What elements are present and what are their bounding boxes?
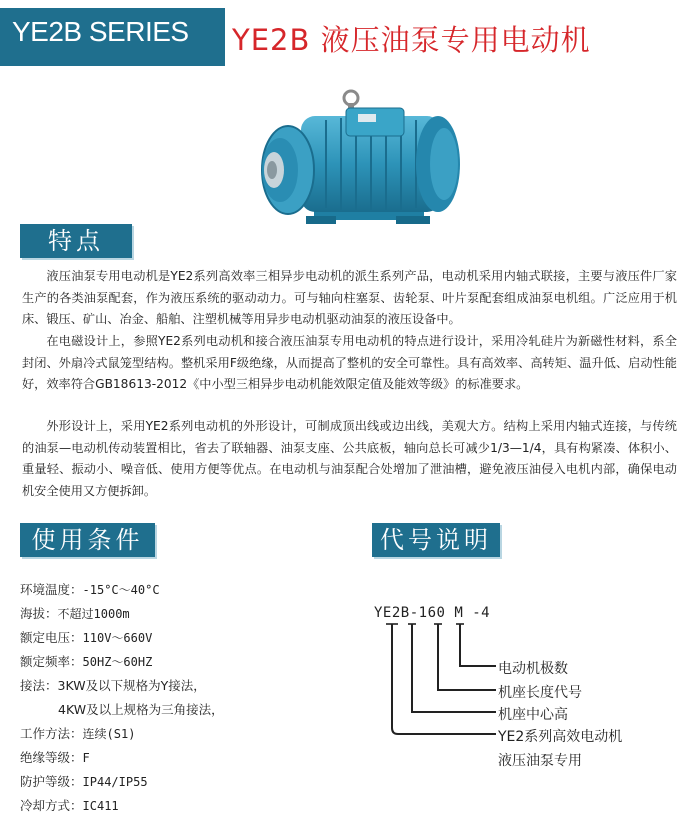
features-paragraph-3: 外形设计上，采用YE2系列电动机的外形设计，可制成顶出线或边出线，美观大方。结构上采用内轴式连接，与传统的油泵—电动机传动装置相比，省去了联轴器、油泵支座、公共底板，轴向总长可减少1/3—1/4，具有构紧凑、体积小、重量轻、振动小、噪音低、使用方便等优点。在电动机与油泵配合处增加了泄油槽，避免液压油侵入电机内部，确保电动机安全使用又方便拆卸。 (22, 419, 677, 498)
usage-value: IP44/IP55 (82, 775, 148, 789)
usage-heading: 使用条件 (20, 523, 155, 557)
usage-value: 4KW及以上规格为三角接法， (58, 702, 224, 717)
usage-item (20, 678, 206, 694)
usage-item (20, 630, 152, 646)
usage-value: 110V～660V (82, 631, 153, 645)
usage-value: 连续(S1) (82, 727, 136, 741)
usage-label: 绝缘等级： (20, 750, 83, 765)
code-connector-lines (380, 620, 500, 740)
usage-value: 50HZ～60HZ (82, 655, 153, 669)
features-heading: 特点 (20, 224, 132, 258)
features-paragraph-1: 液压油泵专用电动机是YE2系列高效率三相异步电动机的派生系列产品，电动机采用内轴式联接，主要与液压件厂家生产的各类油泵配套，作为液压系统的驱动动力。可与轴向柱塞泵、齿轮泵、叶片泵配套组成油泵电机组。广泛应用于机床、锻压、矿山、冶金、船舶、注塑机械等用异步电动机驱动油泵的液压设备中。 (22, 269, 677, 326)
usage-value: 不超过1000m (57, 607, 130, 621)
model-code-series: YE2B (374, 605, 410, 621)
model-code-height: -160 (409, 605, 446, 621)
code-label-poles: 电动机极数 (498, 661, 568, 677)
header-title: YE2B 液压油泵专用电动机 (232, 23, 591, 57)
usage-label: 冷却方式： (20, 798, 83, 813)
usage-label: 接法： (20, 678, 58, 693)
model-code-length: M (454, 605, 464, 621)
model-code (374, 605, 490, 621)
usage-item (20, 726, 135, 742)
code-heading: 代号说明 (372, 523, 500, 557)
features-paragraph-2: 在电磁设计上，参照YE2系列电动机和接合液压油泵专用电动机的特点进行设计，采用冷轧硅片为新磁性材料，系全封闭、外扇冷式鼠笼型结构。整机采用F级绝缘，从而提高了整机的安全可靠性。具有高效率、高转矩、温升低、启动性能好，效率符合GB18613-2012《中小型三相异步电动机能效限定值及能效等级》的标准要求。 (22, 334, 677, 391)
usage-value: IC411 (82, 799, 119, 813)
usage-item (20, 654, 152, 670)
model-code-poles: -4 (472, 605, 491, 621)
usage-value: 3KW及以下规格为Y接法， (57, 678, 206, 693)
code-label-series: YE2系列高效电动机 (498, 729, 623, 745)
code-label-type: 液压油泵专用 (498, 753, 582, 769)
usage-item (20, 606, 130, 622)
usage-label: 额定频率： (20, 654, 83, 669)
usage-label: 防护等级： (20, 774, 83, 789)
usage-item (20, 798, 119, 814)
usage-label: 海拔： (20, 606, 58, 621)
usage-item (20, 582, 160, 598)
usage-label: 环境温度： (20, 582, 83, 597)
usage-item (58, 702, 224, 718)
usage-label: 额定电压： (20, 630, 83, 645)
usage-item (20, 774, 148, 790)
header-series: YE2B SERIES (12, 16, 189, 47)
motor-image (246, 88, 466, 238)
usage-item (20, 750, 90, 766)
code-label-height: 机座中心高 (498, 707, 568, 723)
usage-label: 工作方法： (20, 726, 83, 741)
usage-value: F (82, 751, 90, 765)
usage-value: -15°C～40°C (82, 583, 160, 597)
code-label-length: 机座长度代号 (498, 685, 582, 701)
